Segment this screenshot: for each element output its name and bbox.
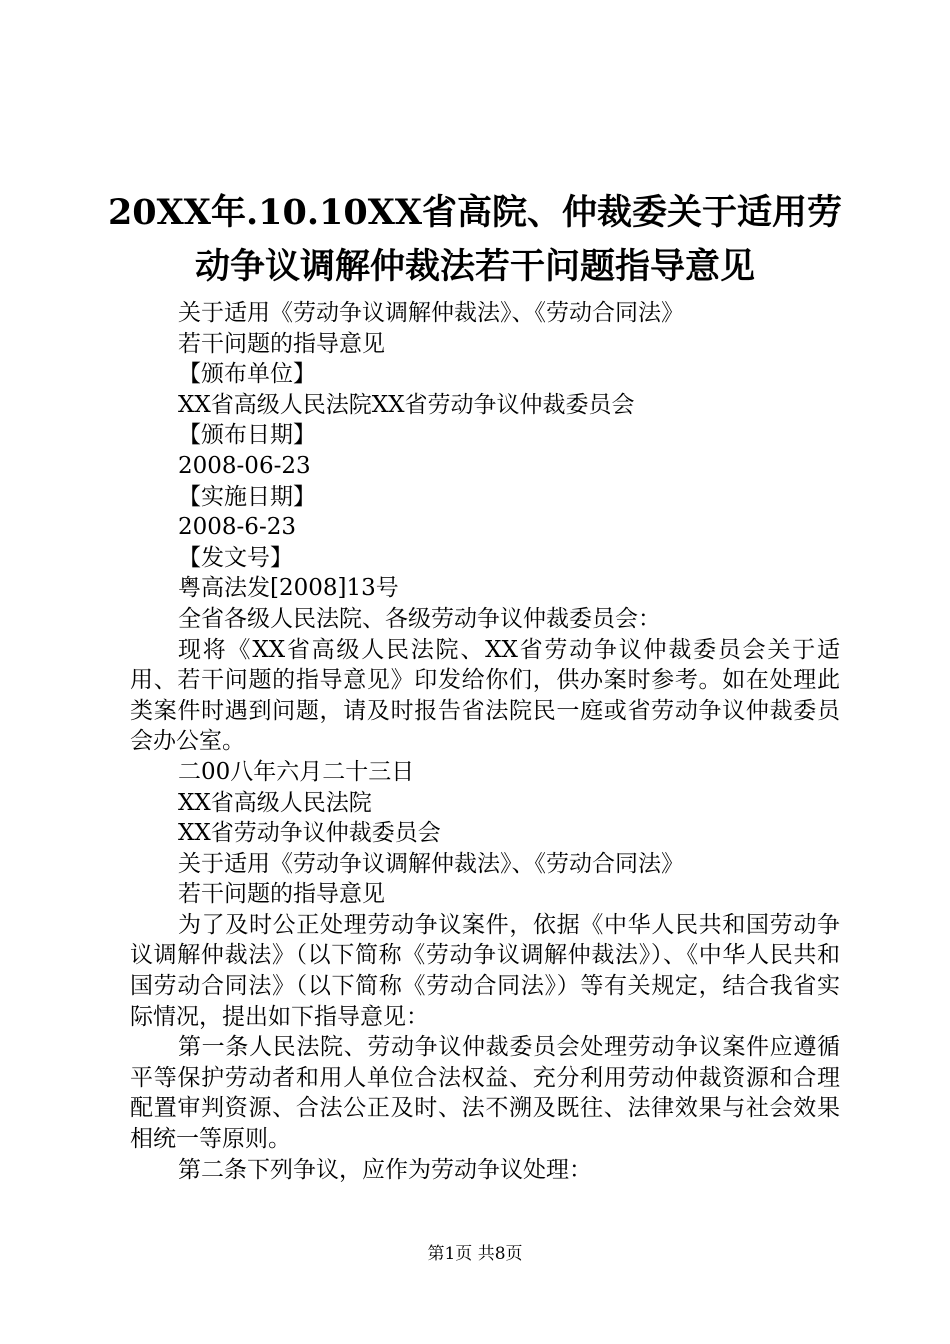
title-line-1: 20XX年.10.10XX省高院、仲裁委关于适用劳 bbox=[107, 192, 843, 233]
effective-date-value: 2008-6-23 bbox=[178, 514, 296, 541]
article-2-line: 第二条下列争议，应作为劳动争议处理： bbox=[178, 1156, 592, 1183]
subtitle-line-1: 关于适用《劳动争议调解仲裁法》、《劳动合同法》 bbox=[178, 300, 684, 326]
opinion-title-line-2: 若干问题的指导意见 bbox=[178, 881, 385, 908]
issuer-value: XX省高级人民法院XX省劳动争议仲裁委员会 bbox=[178, 391, 635, 418]
addressee-line: 全省各级人民法院、各级劳动争议仲裁委员会： bbox=[178, 605, 661, 632]
intro-paragraph: 为了及时公正处理劳动争议案件，依据《中华人民共和国劳动争议调解仲裁法》（以下简称《劳动争议调解仲裁法》）、《中华人民共和国劳动合同法》（以下简称《劳动合同法》）等有关规定，结合我省实际情况，提出如下指导意见： bbox=[130, 911, 840, 1030]
signature-court: XX省高级人民法院 bbox=[178, 789, 372, 816]
document-title bbox=[100, 186, 850, 294]
subtitle-line-2: 若干问题的指导意见 bbox=[178, 330, 385, 357]
issue-date-value: 2008-06-23 bbox=[178, 452, 311, 479]
effective-date-label: 【实施日期】 bbox=[178, 483, 316, 510]
doc-number-value: 粤高法发[2008]13号 bbox=[178, 575, 399, 602]
signature-committee: XX省劳动争议仲裁委员会 bbox=[178, 820, 441, 847]
issuer-label: 【颁布单位】 bbox=[178, 361, 316, 388]
page-footer: 第1页 共8页 bbox=[427, 1244, 523, 1264]
title-line-2: 动争议调解仲裁法若干问题指导意见 bbox=[194, 246, 755, 287]
article-1-paragraph: 第一条人民法院、劳动争议仲裁委员会处理劳动争议案件应遵循平等保护劳动者和用人单位合法权益、充分利用劳动仲裁资源和合理配置审判资源、合法公正及时、法不溯及既往、法律效果与社会效果相统一等原则。 bbox=[130, 1034, 840, 1153]
document-body bbox=[130, 298, 840, 1185]
opinion-title-line-1: 关于适用《劳动争议调解仲裁法》、《劳动合同法》 bbox=[178, 850, 684, 877]
notice-paragraph: 现将《XX省高级人民法院、XX省劳动争议仲裁委员会关于适用、若干问题的指导意见》印发给你们，供办案时参考。如在处理此类案件时遇到问题，请及时报告省法院民一庭或省劳动争议仲裁委员会办公室。 bbox=[130, 636, 840, 755]
doc-number-label: 【发文号】 bbox=[178, 544, 293, 571]
issue-date-label: 【颁布日期】 bbox=[178, 422, 316, 449]
signature-date: 二00八年六月二十三日 bbox=[178, 758, 415, 785]
